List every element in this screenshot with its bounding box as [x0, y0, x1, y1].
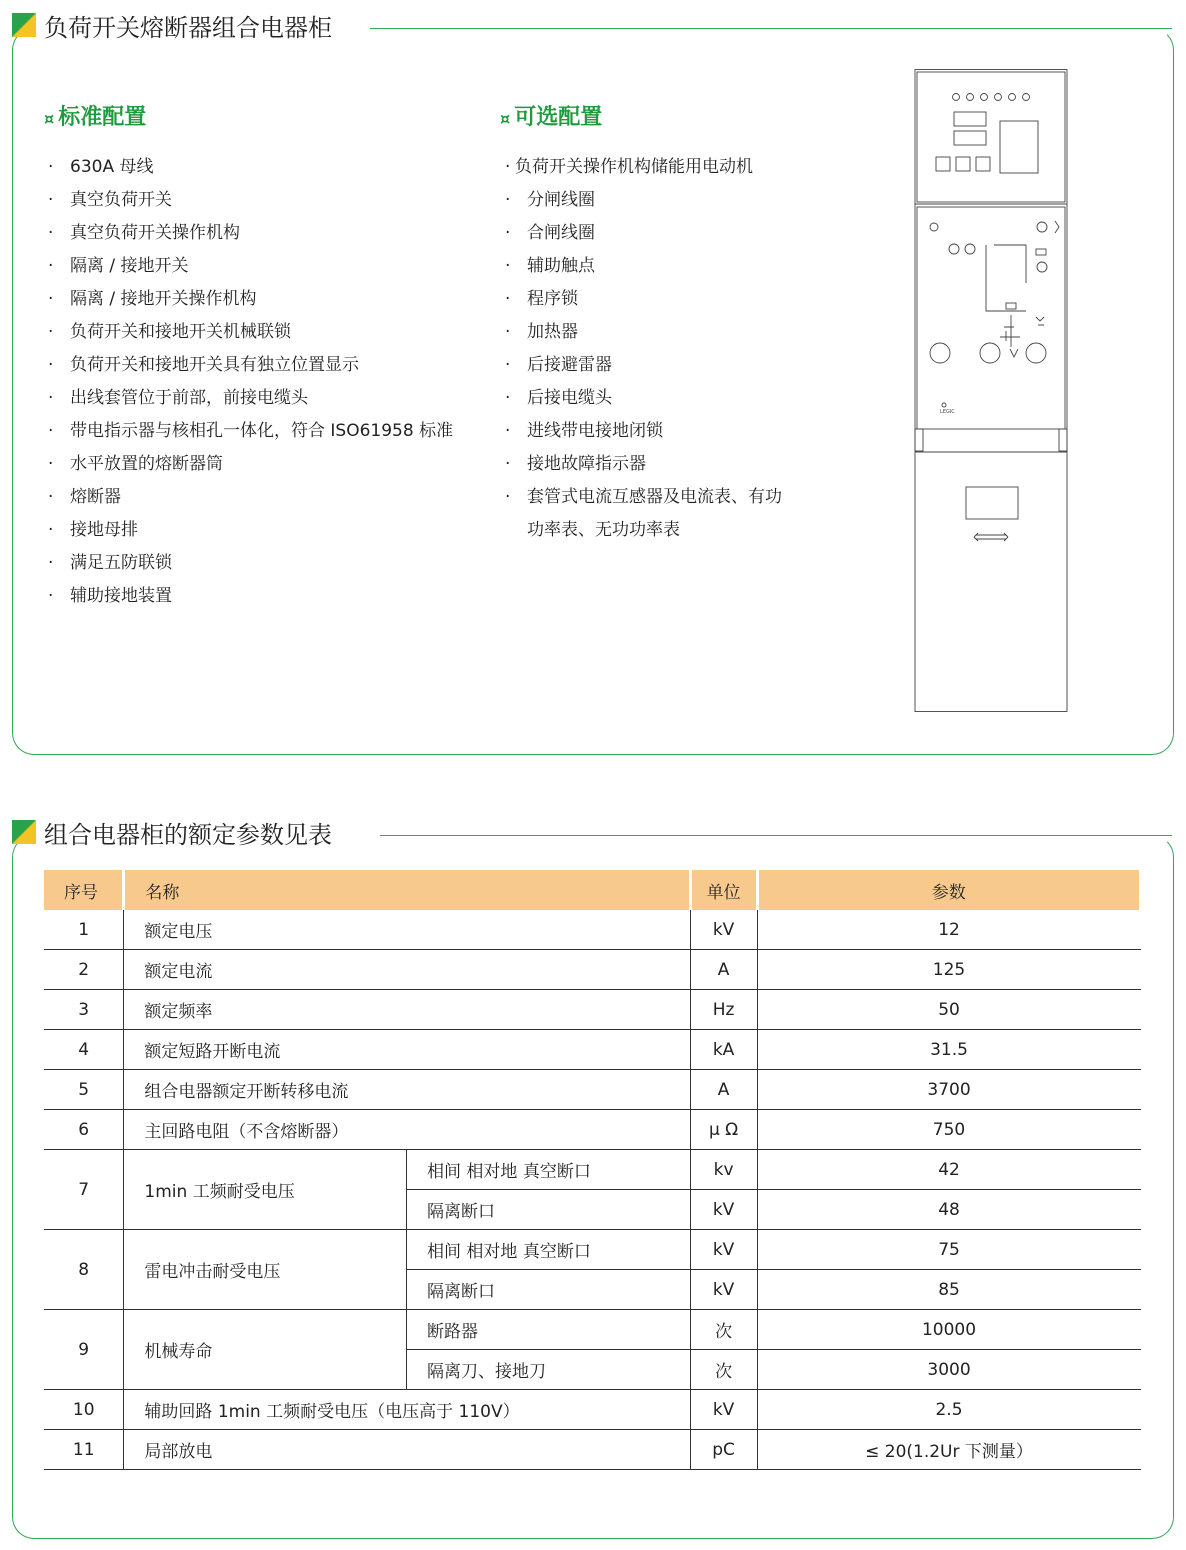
bullet-dot-icon: ·	[505, 289, 511, 309]
list-item-text: 合闸线圈	[527, 223, 595, 243]
list-item	[505, 250, 782, 283]
cell-value: 750	[757, 1110, 1140, 1150]
list-item	[48, 283, 453, 316]
cell-name: 主回路电阻（不含熔断器）	[124, 1110, 690, 1150]
bullet-dot-icon: ·	[48, 388, 54, 408]
bullet-dot-icon: ·	[505, 454, 511, 474]
bullet-dot-icon: ·	[505, 421, 511, 441]
table-row	[44, 1430, 1141, 1470]
header-value: 参数	[757, 870, 1140, 910]
list-item-text: 后接电缆头	[527, 388, 612, 408]
list-item-text: 程序锁	[527, 289, 578, 309]
cell-name: 额定短路开断电流	[124, 1030, 690, 1070]
cell-value: 12	[757, 910, 1140, 950]
cell-no: 6	[44, 1110, 124, 1150]
bullet-dot-icon: ·	[48, 553, 54, 573]
bullet-dot-icon: ·	[48, 256, 54, 276]
list-item-text: 出线套管位于前部，前接电缆头	[70, 388, 308, 408]
list-item	[48, 349, 453, 382]
list-item	[48, 217, 453, 250]
list-item	[48, 184, 453, 217]
cell-value: 85	[757, 1270, 1140, 1310]
list-item-text: 隔离 / 接地开关操作机构	[70, 289, 257, 309]
bullet-dot-icon: ·	[48, 322, 54, 342]
list-item-text: 带电指示器与核相孔一体化，符合 ISO61958 标准	[70, 421, 454, 441]
list-item-text: 负荷开关和接地开关具有独立位置显示	[70, 355, 359, 375]
list-item	[505, 448, 782, 481]
cell-no: 8	[44, 1230, 124, 1310]
list-item-text: 后接避雷器	[527, 355, 612, 375]
cell-no: 10	[44, 1390, 124, 1430]
standard-config-title: ¤ 标准配置	[44, 105, 147, 130]
table-header-row	[44, 870, 1141, 910]
list-item-text: 满足五防联锁	[70, 553, 172, 573]
list-item	[48, 151, 453, 184]
section-header-config	[12, 8, 346, 42]
table-row	[44, 1030, 1141, 1070]
cell-unit: pC	[690, 1430, 757, 1470]
list-item	[48, 415, 453, 448]
cell-unit: A	[690, 950, 757, 990]
cell-unit: A	[690, 1070, 757, 1110]
table-row	[44, 910, 1141, 950]
cell-no: 2	[44, 950, 124, 990]
cell-subname: 隔离刀、接地刀	[407, 1350, 691, 1390]
header-no: 序号	[44, 870, 124, 910]
list-item-text: 接地母排	[70, 520, 138, 540]
list-item	[505, 283, 782, 316]
list-item	[505, 415, 782, 448]
list-item-text: 真空负荷开关操作机构	[70, 223, 240, 243]
cell-unit: 次	[690, 1310, 757, 1350]
table-row	[44, 1230, 1141, 1270]
list-item	[48, 250, 453, 283]
cell-subname: 隔离断口	[407, 1190, 691, 1230]
cell-no: 7	[44, 1150, 124, 1230]
list-item	[48, 382, 453, 415]
cell-value: 48	[757, 1190, 1140, 1230]
list-item	[48, 580, 453, 613]
list-item	[505, 382, 782, 415]
section-divider	[380, 835, 1172, 836]
list-item	[48, 547, 453, 580]
table-row	[44, 1110, 1141, 1150]
cell-unit: Hz	[690, 990, 757, 1030]
optional-config-list	[505, 151, 782, 547]
bullet-dot-icon: ·	[505, 190, 511, 210]
bullet-dot-icon: ·	[48, 454, 54, 474]
section-logo-icon	[12, 820, 36, 844]
list-item	[48, 316, 453, 349]
cell-name: 1min 工频耐受电压	[124, 1150, 407, 1230]
optional-config-title: ¤ 可选配置	[500, 105, 603, 130]
bullet-dot-icon: ·	[505, 487, 511, 507]
list-item	[48, 514, 453, 547]
cell-value: 31.5	[757, 1030, 1140, 1070]
section-logo-icon	[12, 13, 36, 37]
bullet-dot-icon: ·	[48, 520, 54, 540]
bullet-dot-icon: ·	[48, 487, 54, 507]
params-table	[44, 870, 1142, 1470]
cell-unit: kV	[690, 910, 757, 950]
list-item-text: 真空负荷开关	[70, 190, 172, 210]
table-row	[44, 1150, 1141, 1190]
bullet-mark-icon: ¤	[44, 109, 55, 128]
list-item-text: 630A 母线	[70, 157, 154, 177]
table-row	[44, 1310, 1141, 1350]
table-row	[44, 950, 1141, 990]
bullet-dot-icon: ·	[48, 586, 54, 606]
cell-value: 50	[757, 990, 1140, 1030]
section-divider	[370, 28, 1172, 29]
bullet-dot-icon: ·	[505, 322, 511, 342]
list-item-text: 辅助接地装置	[70, 586, 172, 606]
cell-no: 5	[44, 1070, 124, 1110]
bullet-dot-icon: ·	[48, 421, 54, 441]
bullet-dot-icon: ·	[505, 355, 511, 375]
cabinet-front-diagram	[914, 69, 1068, 712]
cell-unit: kV	[690, 1390, 757, 1430]
table-row	[44, 1390, 1141, 1430]
header-unit: 单位	[690, 870, 757, 910]
cell-name: 额定频率	[124, 990, 690, 1030]
list-item-text: 负荷开关操作机构储能用电动机	[515, 157, 753, 177]
list-item-text: 辅助触点	[527, 256, 595, 276]
list-item	[505, 217, 782, 250]
bullet-dot-icon: ·	[48, 289, 54, 309]
list-item	[505, 514, 782, 547]
bullet-dot-icon: ·	[505, 256, 511, 276]
cell-name: 机械寿命	[124, 1310, 407, 1390]
bullet-dot-icon: ·	[505, 223, 511, 243]
cell-unit: 次	[690, 1350, 757, 1390]
list-item-text: 负荷开关和接地开关机械联锁	[70, 322, 291, 342]
cell-no: 3	[44, 990, 124, 1030]
bullet-mark-icon: ¤	[500, 109, 511, 128]
list-item-text: 进线带电接地闭锁	[527, 421, 663, 441]
cell-unit: μ Ω	[690, 1110, 757, 1150]
cell-unit: kv	[690, 1150, 757, 1190]
cell-unit: kV	[690, 1190, 757, 1230]
cell-subname: 相间 相对地 真空断口	[407, 1230, 691, 1270]
list-item-text: 隔离 / 接地开关	[70, 256, 189, 276]
list-item	[505, 349, 782, 382]
cell-value: 125	[757, 950, 1140, 990]
cell-name: 雷电冲击耐受电压	[124, 1230, 407, 1310]
cell-subname: 相间 相对地 真空断口	[407, 1150, 691, 1190]
header-name: 名称	[124, 870, 690, 910]
cell-value: 42	[757, 1150, 1140, 1190]
cell-no: 11	[44, 1430, 124, 1470]
list-item	[505, 481, 782, 514]
bullet-dot-icon: ·	[48, 190, 54, 210]
list-item-text: 接地故障指示器	[527, 454, 646, 474]
cell-value: 3700	[757, 1070, 1140, 1110]
list-item	[48, 481, 453, 514]
section-title-params: 组合电器柜的额定参数见表	[44, 815, 346, 850]
cell-no: 1	[44, 910, 124, 950]
cell-subname: 隔离断口	[407, 1270, 691, 1310]
cabinet-label: LEGIC	[940, 409, 955, 415]
table-row	[44, 990, 1141, 1030]
list-item-text: 功率表、无功功率表	[527, 520, 680, 540]
list-item-text: 水平放置的熔断器筒	[70, 454, 223, 474]
section-header-params	[12, 815, 346, 849]
bullet-dot-icon: ·	[505, 388, 511, 408]
cell-name: 额定电压	[124, 910, 690, 950]
bullet-dot-icon: ·	[48, 355, 54, 375]
list-item	[505, 151, 782, 184]
cell-unit: kV	[690, 1270, 757, 1310]
cell-value: 2.5	[757, 1390, 1140, 1430]
list-item	[505, 316, 782, 349]
cell-value: 75	[757, 1230, 1140, 1270]
cell-unit: kV	[690, 1230, 757, 1270]
list-item-text: 套管式电流互感器及电流表、有功	[527, 487, 782, 507]
cell-name: 额定电流	[124, 950, 690, 990]
cell-name: 局部放电	[124, 1430, 690, 1470]
section-title-config: 负荷开关熔断器组合电器柜	[44, 8, 346, 43]
cell-name: 辅助回路 1min 工频耐受电压（电压高于 110V）	[124, 1390, 690, 1430]
cell-value: 3000	[757, 1350, 1140, 1390]
standard-config-list	[48, 151, 453, 613]
bullet-dot-icon: ·	[48, 157, 54, 177]
cell-unit: kA	[690, 1030, 757, 1070]
list-item-text: 熔断器	[70, 487, 121, 507]
cell-no: 4	[44, 1030, 124, 1070]
cell-name: 组合电器额定开断转移电流	[124, 1070, 690, 1110]
cell-no: 9	[44, 1310, 124, 1390]
list-item-text: 加热器	[527, 322, 578, 342]
list-item	[505, 184, 782, 217]
cell-value: 10000	[757, 1310, 1140, 1350]
table-row	[44, 1070, 1141, 1110]
list-item-text: 分闸线圈	[527, 190, 595, 210]
bullet-dot-icon: ·	[48, 223, 54, 243]
list-item	[48, 448, 453, 481]
cell-value: ≤ 20(1.2Ur 下测量）	[757, 1430, 1140, 1470]
bullet-dot-icon: ·	[505, 157, 511, 177]
cell-subname: 断路器	[407, 1310, 691, 1350]
